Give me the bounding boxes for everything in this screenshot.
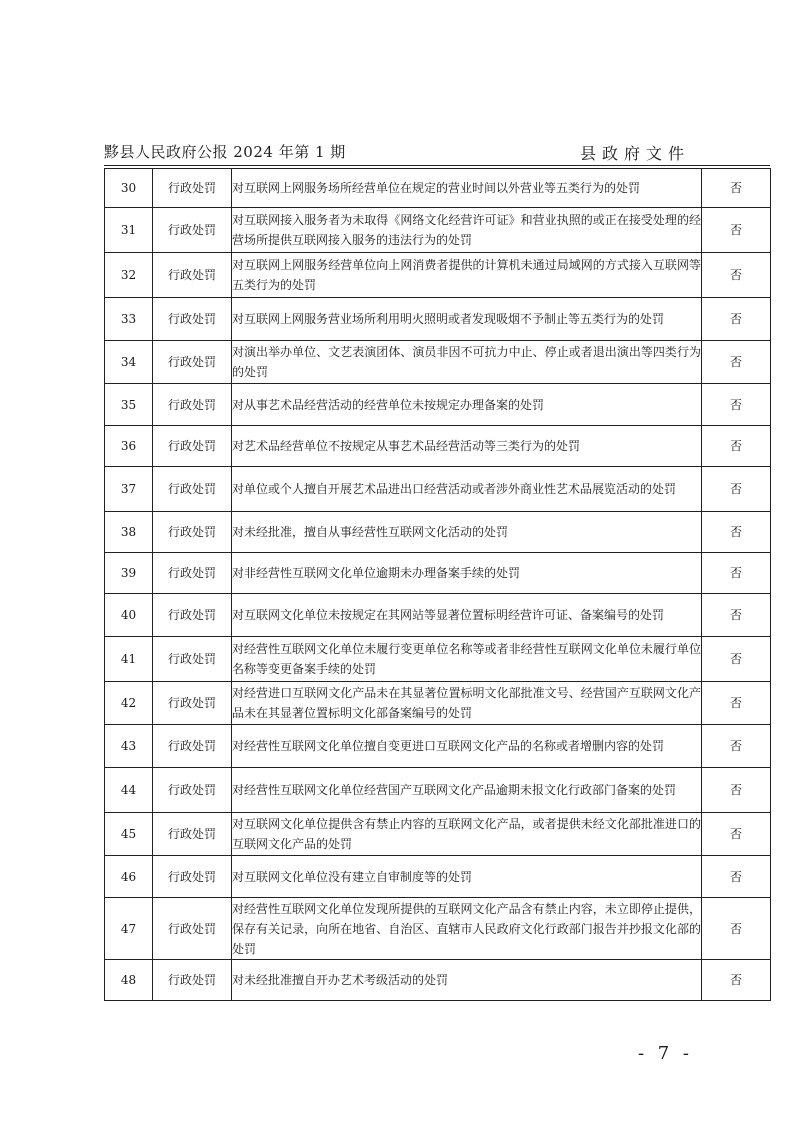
penalty-type: 行政处罚: [153, 768, 232, 813]
penalty-item: 对互联网文化单位未按规定在其网站等显著位置标明经营许可证、备案编号的处罚: [232, 594, 702, 637]
flag-cell: 否: [702, 426, 771, 467]
table-row: [105, 768, 771, 813]
table-row: [105, 467, 771, 512]
table-row: [105, 208, 771, 253]
flag-cell: 否: [702, 512, 771, 553]
row-number: 31: [105, 208, 153, 253]
table-row: [105, 594, 771, 637]
penalty-type: 行政处罚: [153, 426, 232, 467]
row-number: 46: [105, 856, 153, 898]
row-number: 40: [105, 594, 153, 637]
table-row: [105, 384, 771, 426]
penalty-item: 对经营性互联网文化单位发现所提供的互联网文化产品含有禁止内容，未立即停止提供，保存有关记录，向所在地省、自治区、直辖市人民政府文化行政部门报告并抄报文化部的处罚: [232, 898, 702, 960]
row-number: 44: [105, 768, 153, 813]
penalty-type: 行政处罚: [153, 512, 232, 553]
penalty-item: 对互联网上网服务经营单位向上网消费者提供的计算机未通过局域网的方式接入互联网等五类行为的处罚: [232, 253, 702, 298]
row-number: 39: [105, 553, 153, 594]
table-row: [105, 813, 771, 856]
table-row: [105, 426, 771, 467]
penalty-item: 对经营性互联网文化单位经营国产互联网文化产品逾期未报文化行政部门备案的处罚: [232, 768, 702, 813]
penalty-item: 对经营性互联网文化单位擅自变更进口互联网文化产品的名称或者增删内容的处罚: [232, 725, 702, 768]
penalty-type: 行政处罚: [153, 208, 232, 253]
table-row: [105, 725, 771, 768]
flag-cell: 否: [702, 768, 771, 813]
table-row: [105, 682, 771, 725]
penalty-item: 对经营进口互联网文化产品未在其显著位置标明文化部批准文号、经营国产互联网文化产品未在其显著位置标明文化部备案编号的处罚: [232, 682, 702, 725]
penalty-type: 行政处罚: [153, 898, 232, 960]
penalty-type: 行政处罚: [153, 253, 232, 298]
flag-cell: 否: [702, 208, 771, 253]
penalty-type: 行政处罚: [153, 637, 232, 682]
flag-cell: 否: [702, 856, 771, 898]
flag-cell: 否: [702, 553, 771, 594]
penalty-item: 对艺术品经营单位不按规定从事艺术品经营活动等三类行为的处罚: [232, 426, 702, 467]
flag-cell: 否: [702, 169, 771, 208]
penalty-type: 行政处罚: [153, 813, 232, 856]
penalty-table: [104, 168, 771, 1001]
row-number: 48: [105, 960, 153, 1001]
row-number: 45: [105, 813, 153, 856]
penalty-type: 行政处罚: [153, 725, 232, 768]
penalty-type: 行政处罚: [153, 384, 232, 426]
page-number: - 7 -: [637, 1043, 693, 1064]
table-row: [105, 637, 771, 682]
row-number: 33: [105, 298, 153, 341]
penalty-item: 对互联网上网服务场所经营单位在规定的营业时间以外营业等五类行为的处罚: [232, 169, 702, 208]
flag-cell: 否: [702, 898, 771, 960]
penalty-type: 行政处罚: [153, 467, 232, 512]
flag-cell: 否: [702, 341, 771, 384]
row-number: 47: [105, 898, 153, 960]
penalty-item: 对互联网文化单位提供含有禁止内容的互联网文化产品，或者提供未经文化部批准进口的互联网文化产品的处罚: [232, 813, 702, 856]
penalty-type: 行政处罚: [153, 682, 232, 725]
table-row: [105, 169, 771, 208]
gazette-title: 黟县人民政府公报 2024 年第 1 期: [104, 143, 346, 161]
penalty-type: 行政处罚: [153, 960, 232, 1001]
penalty-item: 对单位或个人擅自开展艺术品进出口经营活动或者涉外商业性艺术品展览活动的处罚: [232, 467, 702, 512]
flag-cell: 否: [702, 298, 771, 341]
table-row: [105, 512, 771, 553]
row-number: 30: [105, 169, 153, 208]
row-number: 35: [105, 384, 153, 426]
row-number: 41: [105, 637, 153, 682]
penalty-item: 对从事艺术品经营活动的经营单位未按规定办理备案的处罚: [232, 384, 702, 426]
penalty-item: 对演出举办单位、文艺表演团体、演员非因不可抗力中止、停止或者退出演出等四类行为的处罚: [232, 341, 702, 384]
row-number: 37: [105, 467, 153, 512]
table-row: [105, 553, 771, 594]
penalty-type: 行政处罚: [153, 553, 232, 594]
table-row: [105, 960, 771, 1001]
flag-cell: 否: [702, 253, 771, 298]
row-number: 38: [105, 512, 153, 553]
flag-cell: 否: [702, 637, 771, 682]
penalty-item: 对未经批准擅自开办艺术考级活动的处罚: [232, 960, 702, 1001]
section-title: 县政府文件: [579, 144, 690, 163]
table-row: [105, 253, 771, 298]
row-number: 42: [105, 682, 153, 725]
table-row: [105, 298, 771, 341]
flag-cell: 否: [702, 960, 771, 1001]
row-number: 43: [105, 725, 153, 768]
flag-cell: 否: [702, 725, 771, 768]
penalty-type: 行政处罚: [153, 341, 232, 384]
row-number: 36: [105, 426, 153, 467]
penalty-item: 对互联网文化单位没有建立自审制度等的处罚: [232, 856, 702, 898]
page-header: [104, 141, 690, 163]
penalty-item: 对互联网上网服务营业场所利用明火照明或者发现吸烟不予制止等五类行为的处罚: [232, 298, 702, 341]
flag-cell: 否: [702, 594, 771, 637]
table-body: [105, 169, 771, 1001]
flag-cell: 否: [702, 467, 771, 512]
penalty-type: 行政处罚: [153, 856, 232, 898]
penalty-item: 对未经批准，擅自从事经营性互联网文化活动的处罚: [232, 512, 702, 553]
penalty-item: 对互联网接入服务者为未取得《网络文化经营许可证》和营业执照的或正在接受处理的经营场所提供互联网接入服务的违法行为的处罚: [232, 208, 702, 253]
table-row: [105, 341, 771, 384]
flag-cell: 否: [702, 384, 771, 426]
penalty-type: 行政处罚: [153, 298, 232, 341]
table-row: [105, 856, 771, 898]
penalty-type: 行政处罚: [153, 594, 232, 637]
row-number: 34: [105, 341, 153, 384]
flag-cell: 否: [702, 813, 771, 856]
flag-cell: 否: [702, 682, 771, 725]
row-number: 32: [105, 253, 153, 298]
penalty-item: 对非经营性互联网文化单位逾期未办理备案手续的处罚: [232, 553, 702, 594]
table-row: [105, 898, 771, 960]
penalty-item: 对经营性互联网文化单位未履行变更单位名称等或者非经营性互联网文化单位未履行单位名称等变更备案手续的处罚: [232, 637, 702, 682]
header-rule: [104, 165, 770, 166]
penalty-type: 行政处罚: [153, 169, 232, 208]
